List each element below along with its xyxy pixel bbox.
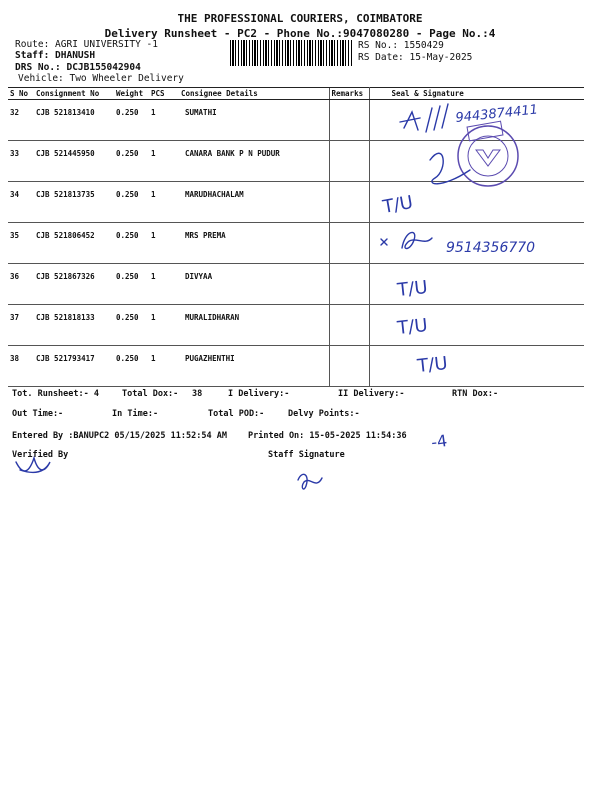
cell-consignment: CJB 521793417 (34, 346, 114, 387)
cell-weight: 0.250 (114, 223, 149, 264)
rtn-dox: RTN Dox:- (452, 389, 499, 399)
rs-number: RS No.: 1550429 (358, 40, 444, 51)
cell-pcs: 1 (149, 141, 179, 182)
cell-pcs: 1 (149, 100, 179, 141)
cell-sno: 35 (8, 223, 34, 264)
col-header-consignee: Consignee Details (179, 88, 329, 100)
cell-pcs: 1 (149, 264, 179, 305)
ii-delivery: II Delivery:- (338, 389, 405, 399)
bank-logo-icon (476, 150, 500, 166)
signature-prema (402, 232, 432, 248)
cell-weight: 0.250 (114, 100, 149, 141)
cell-consignee: PUGAZHENTHI (179, 346, 329, 387)
out-time: Out Time:- (12, 409, 64, 419)
cell-sno: 38 (8, 346, 34, 387)
cell-sno: 37 (8, 305, 34, 346)
entered-by: Entered By :BANUPC2 05/15/2025 11:52:54 AM (12, 431, 227, 441)
bank-seal-inner (468, 136, 508, 176)
bank-seal-outer (458, 126, 518, 186)
cell-consignee: CANARA BANK P N PUDUR (179, 141, 329, 182)
handwritten-phone-1: 9443874411 (454, 102, 539, 126)
cell-consignment: CJB 521445950 (34, 141, 114, 182)
cell-weight: 0.250 (114, 182, 149, 223)
staff-label: Staff: DHANUSH (15, 50, 96, 61)
cell-pcs: 1 (149, 223, 179, 264)
cell-sno: 32 (8, 100, 34, 141)
cell-consignee: SUMATHI (179, 100, 329, 141)
cell-weight: 0.250 (114, 264, 149, 305)
cell-weight: 0.250 (114, 305, 149, 346)
staff-signature (298, 474, 322, 489)
cell-pcs: 1 (149, 182, 179, 223)
handwritten-tu-38: T/U (416, 352, 449, 377)
staff-signature-label: Staff Signature (268, 450, 345, 460)
signature-sumathi (400, 112, 420, 130)
cell-consignment: CJB 521867326 (34, 264, 114, 305)
cell-consignee: MARUDHACHALAM (179, 182, 329, 223)
cell-weight: 0.250 (114, 346, 149, 387)
delvy-points: Delvy Points:- (288, 409, 360, 419)
cell-sno: 34 (8, 182, 34, 223)
cell-consignment: CJB 521806452 (34, 223, 114, 264)
verified-by: Verified By (12, 450, 69, 460)
col-header-sno: S No (8, 88, 34, 100)
company-title: THE PROFESSIONAL COURIERS, COIMBATORE (177, 12, 423, 25)
drs-label: DRS No.: DCJB155042904 (15, 62, 141, 73)
vehicle-label: Vehicle: Two Wheeler Delivery (18, 73, 184, 84)
col-header-pcs: PCS (149, 88, 179, 100)
in-time: In Time:- (112, 409, 159, 419)
rs-date: RS Date: 15-May-2025 (358, 52, 473, 63)
cell-sno: 33 (8, 141, 34, 182)
signature-strokes (426, 104, 448, 132)
handwritten-tu-36: T/U (396, 276, 429, 301)
printed-on: Printed On: 15-05-2025 11:54:36 (248, 431, 407, 441)
cross-mark (381, 239, 387, 245)
col-header-remarks: Remarks (329, 88, 369, 100)
handwritten-tu-34: T/U (381, 191, 415, 218)
signature-bank (430, 153, 470, 184)
tot-runsheet: Tot. Runsheet:- 4 (12, 389, 99, 399)
cell-consignment: CJB 521813735 (34, 182, 114, 223)
cell-consignment: CJB 521813410 (34, 100, 114, 141)
cell-consignee: MURALIDHARAN (179, 305, 329, 346)
handwritten-tu-37: T/U (396, 314, 429, 339)
verified-signature (16, 458, 50, 472)
col-header-consignment: Consignment No (34, 88, 114, 100)
total-pod: Total POD:- (208, 409, 265, 419)
cell-consignee: MRS PREMA (179, 223, 329, 264)
cell-pcs: 1 (149, 305, 179, 346)
cell-consignee: DIVYAA (179, 264, 329, 305)
col-header-weight: Weight (114, 88, 149, 100)
route-label: Route: AGRI UNIVERSITY -1 (15, 39, 158, 50)
cell-weight: 0.250 (114, 141, 149, 182)
i-delivery: I Delivery:- (228, 389, 290, 399)
handwritten-phone-2: 9514356770 (446, 240, 536, 256)
total-dox-label: Total Dox:- (122, 389, 179, 399)
runsheet-subtitle: Delivery Runsheet - PC2 - Phone No.:9047080280 - Page No.:4 (104, 27, 496, 40)
cell-sno: 36 (8, 264, 34, 305)
cell-pcs: 1 (149, 346, 179, 387)
total-dox-value: 38 (192, 389, 203, 399)
cell-consignment: CJB 521818133 (34, 305, 114, 346)
col-header-seal: Seal & Signature (369, 88, 584, 100)
handwritten-page-mark: -4 (429, 430, 449, 452)
